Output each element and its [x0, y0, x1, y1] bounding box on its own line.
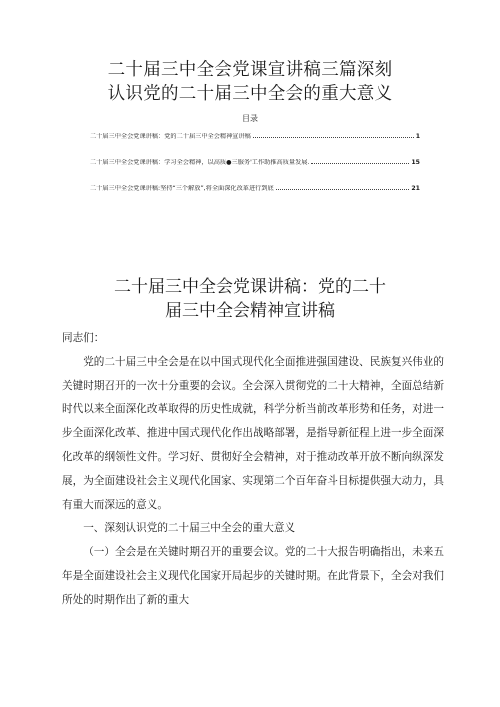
section-title — [0, 275, 500, 323]
greeting: 同志们： — [62, 332, 105, 344]
paragraph: 党的二十届三中全会是在以中国式现代化全面推进强国建设、民族复兴伟业的关键时期召开的一次十分重要的会议。全会深入贯彻党的二十大精神，全面总结新时代以来全面深化改革取得的历史性成就，科学分析当前改革形势和任务，对进一步全面深化改革、推进中国式现代化作出战略部署，是指导新征程上进一步全面深化改革的纲领性文件。学习好、贯彻好全会精神，对于推动改革开放不断向纵深发展，为全面建设社会主义现代化国家、实现第二个百年奋斗目标提供强大动力，具有重大而深远的意义。 — [62, 355, 444, 511]
document-title-line-1: 二十届三中全会党课宣讲稿三篇深刻 — [107, 60, 393, 80]
paragraph: （一）全会是在关键时期召开的重要会议。党的二十大报告明确指出，未来五年是全面建设社会主义现代化国家开局起步的关键时期。在此背景下，全会对我们所处的时期作出了新的重大 — [62, 546, 444, 606]
document-title — [0, 58, 500, 106]
toc-leader-dots — [311, 163, 409, 164]
document-title-line-2: 认识党的二十届三中全会的重大意义 — [107, 84, 393, 104]
body-text — [62, 327, 444, 613]
toc-entry[interactable] — [90, 185, 420, 193]
toc-leader-dots — [276, 189, 410, 190]
section-title-line-2: 届三中全会精神宣讲稿 — [165, 301, 335, 321]
toc-page-number: 15 — [411, 159, 420, 166]
subheading: 一、深刻认识党的二十届三中全会的重大意义 — [83, 522, 296, 535]
toc-entry-text: 二十届三中全会党课讲稿：学习全会精神，以高质●三服务'工作助推高质量发展. — [90, 159, 310, 166]
toc-entry[interactable] — [90, 133, 420, 141]
section-title-line-1: 二十届三中全会党课讲稿：党的二十 — [114, 277, 386, 297]
toc-page-number: 21 — [411, 185, 420, 192]
toc-leader-dots — [253, 137, 414, 138]
toc-entry-text: 二十届三中全会党课讲稿:坚持“三个解放”,将全面深化改革进行到底 — [90, 185, 274, 192]
toc-entry-text: 二十届三中全会党课讲稿：党的二十届三中全会精神宣讲稿 — [90, 133, 251, 140]
table-of-contents — [90, 133, 420, 193]
toc-page-number: 1 — [415, 133, 420, 140]
toc-entry[interactable] — [90, 159, 420, 167]
toc-heading: 目录 — [242, 114, 258, 123]
